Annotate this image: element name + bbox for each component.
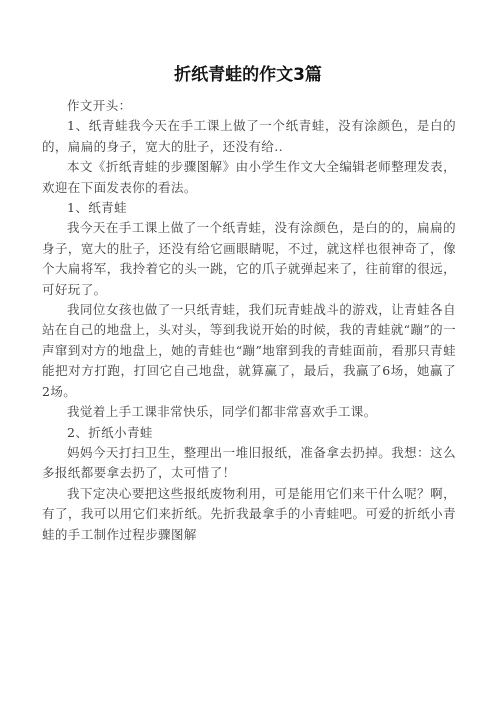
paragraph-body-4: 妈妈今天打扫卫生，整理出一堆旧报纸，准备拿去扔掉。我想：这么多报纸都要拿去扔了，太可惜了！	[42, 444, 456, 481]
paragraph-body-1: 我今天在手工课上做了一个纸青蛙，没有涂颜色，是白的的，扁扁的身子，宽大的肚子，还没有给它画眼睛呢，不过，就这样也很神奇了，像个大扁将军，我拎着它的头一跳，它的爪子就弹起来了，往前窜的很远，可好玩了。	[42, 220, 456, 297]
paragraph-body-3: 我觉着上手工课非常快乐，同学们都非常喜欢手工课。	[67, 404, 377, 420]
paragraph-source-note: 本文《折纸青蛙的步骤图解》由小学生作文大全编辑老师整理发表，欢迎在下面发表你的看法。	[42, 159, 456, 195]
section-heading-2: 2、折纸小青蛙	[67, 424, 153, 440]
paragraph-body-2: 我同位女孩也做了一只纸青蛙，我们玩青蛙战斗的游戏，让青蛙各自站在自己的地盘上，头对头，等到我说开始的时候，我的青蛙就“蹦”的一声窜到对方的地盘上，她的青蛙也“蹦”地窜到我的青蛙面前，看那只青蛙能把对方打跑，打回它自己地盘，就算赢了，最后，我赢了6场，她赢了2场。	[42, 302, 456, 399]
paragraph-body-5: 我下定决心要把这些报纸废物利用，可是能用它们来干什么呢？啊，有了，我可以用它们来折纸。先折我最拿手的小青蛙吧。可爱的折纸小青蛙的手工制作过程步骤图解	[42, 485, 456, 542]
section-heading-1: 1、纸青蛙	[67, 200, 127, 216]
document-body	[42, 96, 456, 545]
paragraph-intro-label: 作文开头：	[67, 98, 132, 113]
paragraph-intro-text: 1、纸青蛙我今天在手工课上做了一个纸青蛙，没有涂颜色，是白的的，扁扁的身子，宽大的肚子，还没有给..	[42, 118, 456, 154]
document-title: 折纸青蛙的作文3篇	[174, 65, 322, 85]
